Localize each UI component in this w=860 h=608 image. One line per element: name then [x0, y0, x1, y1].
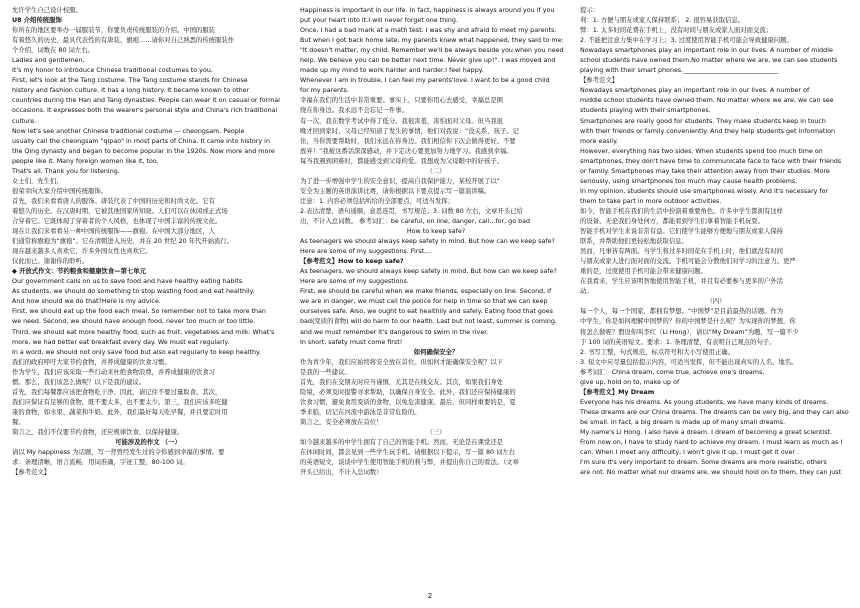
column-middle [300, 6, 572, 478]
text-line: 康的食物，如水果、蔬菜和牛奶。此外，我们最好每天吃早餐，并且要定时用 [12, 408, 228, 416]
text-line: 我们应保证有足够的食物，既不要太多，也不要太少。第三，我们应该多吃健 [12, 398, 228, 406]
text-line: bad(变质的食物) will do harm to our health. Last but not least, summer is coming, [300, 318, 557, 326]
text-line: usually call the cheongsam "qipao" in most parts of China. It came into history in [12, 137, 270, 145]
text-line: students playing with their smartphones. [580, 107, 711, 115]
text-line: 我们的政府呼吁大家节约食物，并养成健康的饮食习惯。 [12, 358, 171, 366]
text-line: 惯。那么，我们该怎么做呢？以下是我的建议。 [12, 378, 146, 386]
text-line: 女士们，先生们， [12, 177, 63, 185]
text-line: made up my mind to work harder and harder.I feel happy. [300, 67, 484, 75]
text-line: give up, hold on to, make up of [580, 378, 680, 386]
text-line: people like it. Many foreign women like it, too. [12, 157, 159, 165]
text-line: 是我的一些建议。 [300, 368, 351, 376]
text-line: we are in danger, we must call the police for help in time so that we can keep [300, 298, 548, 306]
text-line: And how should we do that?Here is my advice. [12, 298, 161, 306]
column-left [12, 6, 284, 478]
text-line: 请以 My happiness 为话题，写一背曾经发生过的令你感到幸福的事情。要 [12, 449, 225, 457]
text-line: Nowadays smartphones play an important role in our lives. A number of middle [580, 47, 833, 55]
text-line: smartphones, they don't have time to communicate face to face with their friends [580, 157, 842, 165]
text-line: 们通常称旗袍为“旗袍”。它在清朝进入历史，并在 20 世纪 20 年代开始流行。 [12, 238, 234, 246]
text-line: 住，当你需要帮助时，我们永远在你身边。我们相信你下次会做得更好。不要 [300, 137, 516, 145]
text-line: Smartphones are really good for students. They make students keep in touch [580, 117, 826, 125]
text-line: the Qing dynasty and began to become popular in the 1920s. Now more and more [12, 147, 275, 155]
text-line: with their friends or family conveniently. And they help students get information [580, 127, 836, 135]
text-line: 出，不计入总词数。 参考词汇：be careful, on line, danger, call...for, go bad [300, 217, 531, 225]
text-line: 可能涉及的作文 （一） [115, 439, 181, 447]
text-line: But when I got back home late, my parents knew what happened, they said to me: [300, 37, 564, 45]
text-line: 2.表达清楚，语句通顺，意思连贯，书写规范；3. 词数 80 左右，文章开头已给 [300, 207, 523, 215]
text-line: From now on, I have to study hard to achieve my dream. I must learn as much as I [580, 439, 843, 447]
text-line: 3. 短文中应尽量包括提示内容，可适当发挥，但不能出现真实的人名、地名。 [580, 358, 798, 366]
text-line: history and fashion culture. It has a long history. It became known to other [12, 87, 250, 95]
text-line: for my parents. [300, 87, 349, 95]
text-line: seriously, using smartphones too much may cause health problems. [580, 177, 798, 185]
text-line: put your heart into it.I will never forget one thing. [300, 17, 458, 25]
text-line: 个介绍，词数在 80 词左右。 [12, 47, 94, 55]
text-line: 首先，我们在交朋友时应当谨慎，尤其是在线交友。其次，如果我们身处 [300, 378, 504, 386]
text-line: 动。 [580, 288, 593, 296]
text-line: 为了进一步增强中学生的安全意识，提高自我保护能力，某校开展了以“ [300, 177, 500, 185]
text-line: First, we should eat up the food each meal. So remember not to take more than [12, 308, 266, 316]
text-line: Now let's see another Chinese traditional costume — cheongsam. People [12, 127, 245, 135]
text-line: 将怎么做呢？假设你叫李红（Li Hong），请以“My Dream”为题，写一篇不少 [580, 328, 799, 336]
text-line: playing with their smart phones.______________________________ [580, 67, 779, 75]
text-line: 险境，必须及时报警寻求帮助，以确保自身安全。此外，我们还应保持健康的 [300, 388, 516, 396]
text-line: My name's Li Hong. I also have a dream. I dream of becoming a great scientist. [580, 428, 833, 436]
text-line: 有着悠久的历史，最具代表性的有唐装、旗袍……请你对自己熟悉的传统服装作 [12, 37, 235, 45]
text-line: Our government calls on us to save food and have healthy eating habits. [12, 278, 245, 286]
text-line: we need. Second, we should have enough food, never too much or too little. [12, 318, 256, 326]
text-line: 仅此而已。谢谢你的聆听。 [12, 258, 89, 266]
text-line: occasions. It expresses both the wearer's personal style and China's rich traditional [12, 107, 278, 115]
text-line: 有一次，我在数学考试中得了低分。我很害羞，害怕面对父母。但当我很 [300, 117, 504, 125]
text-line: 重的是，过度使用手机可能会带来健康问题。 [580, 268, 707, 276]
text-line: 如今，智能手机在我们的生活中扮演着重要角色。许多中学生都拥有这样 [580, 207, 784, 215]
text-line: are not. No matter what our dreams are, we should hold on to them, they can just [580, 469, 842, 477]
text-line: 如今越来越多的中学生拥有了自己的智能手机。然而，无论是在课堂还是 [300, 439, 504, 447]
text-line: or family. Smartphones may take their attention away from their studies. More [580, 167, 830, 175]
text-line: 2. 不能把注意力集中在学习上；3. 过度使用智能手机可能会导致健康问题。 [580, 37, 793, 45]
text-line: help. We believe you can be better next time. Never give up!". I was moved and [300, 57, 556, 65]
text-line: 弊：1. 太多时间花费在手机上，没有时间与朋友或家人面对面交流； [580, 27, 773, 35]
text-line: 利：1. 方便与朋友或家人保持联系； 2. 很容易获取信息。 [580, 17, 745, 25]
text-line: 简言之，我们不仅要节约食物，还应规律饮食，以保持健康。 [12, 428, 184, 436]
text-line: middle school students have owned them. No matter where we are, we can see [580, 97, 834, 105]
text-line: be small. In fact, a big dream is made up of many small dreams. [580, 418, 785, 426]
page-number: 2 [427, 592, 433, 600]
text-line: Whenever I am in trouble, I can feel my parents'love. I want to be a good child [300, 77, 550, 85]
text-line: ourselves safe. Also, we ought to eat healthily and safely. Eating food that goes [300, 308, 553, 316]
text-line: "It doesn't matter, my child. Remember we'll be always beside you when you need [300, 47, 564, 55]
text-line: 然而，凡事皆有两面。当学生将过多时间花在手机上时，他们就没有时间 [580, 248, 784, 256]
text-line: Nowadays smartphones play an important role in our lives. A number of [580, 87, 810, 95]
text-line: 作为青少年，我们应始终将安全放在首位。但如何才能确保安全呢？以下 [300, 358, 504, 366]
text-line: First, we should be careful when we make friends, especially on line. Second, if [300, 288, 552, 296]
text-line: 的设备。无论我们身处何方，都能看到学生们拿着智能手机玩耍。 [580, 217, 764, 225]
text-line: 饮食习惯，避免食用变质的食物，以免危害健康。最后，但同样重要的是，夏 [300, 398, 516, 406]
text-line: ◆ 开放式作文：节约粮食和健康饮食—第七单元 [12, 268, 146, 276]
text-line: （三） [426, 428, 446, 436]
text-line: 着悠久的历史。在汉唐时期，它被其他国家所知晓。人们可以在休闲或正式场 [12, 207, 228, 215]
text-line: Once, I had a bad mark at a math test. I was shy and afraid to meet my parents. [300, 27, 557, 35]
text-line: Ladies and gentlemen, [12, 57, 85, 65]
text-line: 季来临，切记在河流中游泳是非常危险的。 [300, 408, 421, 416]
text-line: How to keep safe? [406, 228, 466, 236]
text-line: 在我看来，学生应该明智地使用智能手机，并且有必要参与更多的户外活 [580, 278, 784, 286]
text-line: 放弃！”我被这番话深深感动，并下定决心要更加努力地学习。我感到幸福。 [300, 147, 513, 155]
text-line: First, let's look at the Tang costume. The Tang costume stands for Chinese [12, 77, 248, 85]
text-line: 于 100 词的英语短文。要求：1. 条理清楚，有表明自己观点的句子。 [580, 338, 776, 346]
text-line: and we must remember it's dangerous to swim in the river. [300, 328, 489, 336]
text-line: In short, safety must come first! [300, 338, 403, 346]
text-line: 首先，我们来看看唐人的服饰。唐装代表了中国的历史和时尚文化。它有 [12, 197, 216, 205]
text-line: 【参考范文】My Dream [580, 388, 655, 396]
text-line: 幸福在我们的生活中非常重要。事实上，只要你用心去感受，幸福总是围 [300, 97, 504, 105]
text-line: 开头已给出，不计入总词数） [300, 469, 383, 477]
text-line: （二） [426, 167, 446, 175]
text-line: 绕在你身边。我永远不会忘记一件事。 [300, 107, 408, 115]
text-line: more easily. [580, 137, 618, 145]
text-line: In my opinion, students should use smartphones wisely. And it's necessary for [580, 187, 829, 195]
text-line: more, we had better eat breakfast every day. We must eat regularly. [12, 338, 230, 346]
text-line: 求：条理清晰，语言流畅，用词准确，字迹工整，80-100 词。 [12, 459, 189, 467]
text-line: However, everything has two sides. When students spend too much time on [580, 147, 823, 155]
text-line: Third, we should eat more healthy food, such as fruit, vegetables and milk. What's [12, 328, 275, 336]
text-line: 提示： [580, 7, 600, 14]
text-line: Happiness is important in our life. In fact, happiness is always around you if you [300, 7, 555, 14]
text-line: 【参考范文】How to keep safe? [300, 258, 404, 266]
text-line: 现在越来越多人喜欢它，许多外国女性也喜欢它。 [12, 248, 152, 256]
text-line: These dreams are our China dreams. The dreams can be very big, and they can also [580, 408, 849, 416]
text-line: 参考词汇：China dream, come true, achieve one's dreams, [580, 368, 765, 376]
text-line: 每一个人，每一个国家，都拥有梦想。“中国梦”是目前最热的话题。作为 [580, 308, 784, 316]
text-line: school students have owned them.No matter where we are, we can see students [580, 57, 838, 65]
text-line: them to take part in more outdoor activities. [580, 197, 722, 205]
text-line: 每当我遇到困难时，都能感受到父母的爱。我想成为父母眼中的好孩子。 [300, 157, 504, 165]
text-line: Here are some of my suggestions. [300, 278, 409, 286]
text-line: As teenagers, we should always keep safety in mind. But how can we keep safe? [300, 268, 557, 276]
text-line: It's my honor to introduce Chinese traditional costumes to you. [12, 67, 213, 75]
text-line: 首先，我们每餐都应该把食物吃干净。因此，请记住不要过量取食。其次， [12, 388, 222, 396]
text-line: 如何确保安全？ [413, 348, 459, 356]
text-line: 餐。 [12, 418, 25, 426]
text-line: Everyone has his dreams. As young students, we have many kinds of dreams. [580, 398, 829, 406]
text-line: 合穿着它。它既体现了穿着者的个人风格，也体现了中国丰富的传统文化。 [12, 217, 222, 225]
text-line: 智能手机对学生来说非常有益。它们使学生能够方便地与朋友或家人保持 [580, 228, 784, 236]
text-line: I'm sure it's very important to dream. Some dreams are more realistic, others [580, 459, 827, 467]
text-line: 【参考范文】 [12, 469, 51, 477]
text-line: 安全为主题的英语演讲比赛，请你根据以下要点提示写一篇演讲稿。 [300, 187, 491, 195]
text-line: culture. [12, 117, 37, 125]
text-line: That's all. Thank you for listening. [12, 167, 120, 175]
text-line: countries during the Han and Tang dynasties. People can wear it on casual or formal [12, 97, 280, 105]
text-line: In a word, we should not only save food but also eat regularly to keep healthy. [12, 348, 261, 356]
text-line: （四） [706, 298, 726, 306]
text-line: 很荣幸向大家介绍中国传统服饰。 [12, 187, 108, 195]
text-line: Here are some of my suggestions. First,... [300, 248, 433, 256]
column-right [580, 6, 852, 478]
text-line: 现在让我们来看看另一种中国传统服饰——旗袍。在中国大部分地区，人 [12, 228, 216, 236]
text-line: 晚才回到家时，父母已经知道了发生的事情，他们对我说：“没关系，孩子。记 [300, 127, 519, 135]
text-line: 在休闲时间，都会见到一些学生玩手机。请根据以下提示，写一篇 80 词左右 [300, 449, 516, 457]
text-line: 作为学生，我们应该采取一些行动来杜绝食物浪费，并养成健康的饮食习 [12, 368, 216, 376]
text-line: 联系，并帮助他们更轻松地获取信息。 [580, 238, 688, 246]
text-line: 简言之，安全必须放在首位！ [300, 418, 383, 426]
text-line: 你所在的地区要举办一届服装节，你要负责传统服装的介绍。中国的服装 [12, 27, 216, 35]
text-line: 允许学生自己设计校服。 [12, 7, 82, 14]
text-line: 注意：1. 内容必须包括所给的全部要点，可适当发挥； [300, 197, 454, 205]
text-line: As teenagers we should always keep safety in mind. But how can we keep safe? [300, 238, 555, 246]
text-line: 中学生，你是如何理解中国梦的？你的中国梦是什么呢？为实现你的梦想，你 [580, 318, 796, 326]
text-line: 【参考范文】 [580, 77, 619, 85]
text-line: 与朋友或家人进行面对面的交流。手机可能会分散他们对学习的注意力。更严 [580, 258, 796, 266]
text-line: can. When I meet any difficulty, I won't give it up, I must get it over . [580, 449, 799, 457]
text-line: As students, we should do something to stop wasting food and eat healthily. [12, 288, 255, 296]
text-line: 的英语短文，谈谈中学生使用智能手机的利与弊，并提出你自己的看法。（文章 [300, 459, 519, 467]
text-line: U8 介绍传统服饰 [12, 17, 62, 25]
text-line: 2. 书写工整，句式规范，标点符号和大小写使用正确。 [580, 348, 734, 356]
